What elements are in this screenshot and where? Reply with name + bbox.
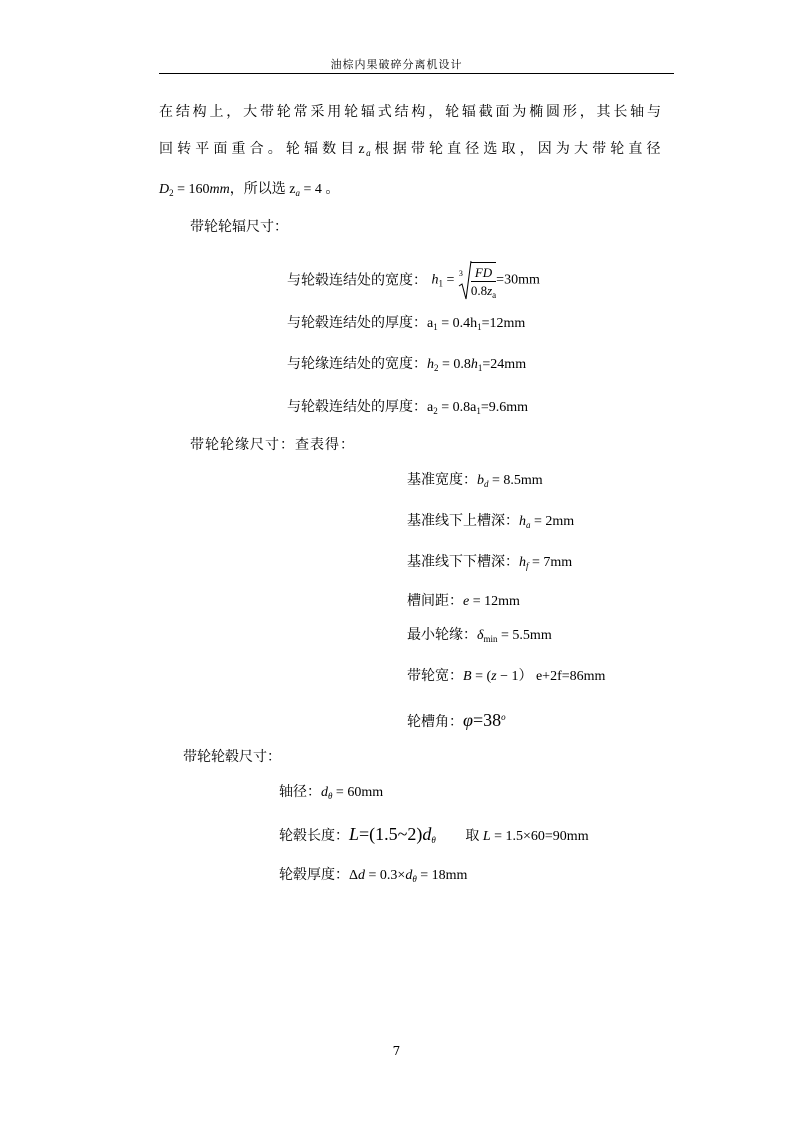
spoke-heading: 带轮轮辐尺寸： [190, 219, 288, 235]
rim-item-4: 槽间距：e = 12mm [407, 594, 520, 609]
hub-item-1: 轴径：$d_\theta = 60mm$ [279, 785, 384, 801]
spoke-width-result: =30mm [496, 272, 540, 288]
spoke-count-formula: $z_a = 4$ [285, 182, 326, 198]
intro-line-1: 在结构上，大带轮常采用轮辐式结构，轮辐截面为椭圆形，其长轴与 [159, 104, 662, 120]
rim-item-1: 基准宽度：$b_d = 8.5mm$ [407, 473, 543, 489]
hub-item-2: 轮毂长度：$L=(1.5\sim 2)d_\theta$ 取 L = 1.5×60=90mm [279, 824, 589, 845]
cube-root: 3 $\frac{FD}{0.8z_a}$ [458, 262, 496, 299]
rim-item-label: 带轮宽： [407, 669, 463, 684]
hub-item-label: 轮毂长度： [279, 829, 349, 844]
rim-item-label: 槽间距： [407, 594, 463, 609]
intro-line-3-text-c: 。 [325, 181, 340, 197]
rim-item-6: 带轮宽：B = (z − 1） e+2f=86mm [407, 669, 606, 684]
spoke-item-3: 与轮缘连结处的宽度：$h_2 = 0.8h_1=24mm$ [287, 357, 527, 373]
rim-item-2: 基准线下上槽深：$h_a = 2mm$ [407, 514, 575, 530]
rim-item-7: 轮槽角：$\varphi=38^o$ [407, 710, 506, 730]
spoke-item-4: 与轮毂连结处的厚度：$a_2 = 0.8a_1=9.6mm$ [287, 400, 529, 416]
spoke-item-label: 与轮毂连结处的厚度： [287, 400, 427, 415]
hub-heading: 带轮轮毂尺寸： [183, 749, 281, 765]
intro-line-3-text-b: ，所以选 [229, 181, 286, 197]
intro-line-2 [159, 138, 662, 158]
spoke-count-symbol: $z_a$ [358, 142, 373, 158]
rim-item-5: 最小轮缘：$\delta_{min} = 5.5mm$ [407, 628, 552, 644]
page-header: 油棕内果破碎分离机设计 [330, 58, 463, 71]
rim-heading: 带轮轮缘尺寸：查表得： [190, 437, 355, 453]
rim-item-label: 基准线下上槽深： [407, 514, 519, 529]
rim-item-label: 轮槽角： [407, 715, 463, 730]
hub-item-label: 轮毂厚度： [279, 868, 349, 883]
spoke-item-1 [287, 262, 540, 299]
spoke-item-label: 与轮毂连结处的宽度： [287, 272, 427, 289]
spoke-width-formula: $h_1$ = 3 $\frac{FD}{0.8z_a}$ =30mm [431, 262, 539, 299]
intro-line-3 [159, 179, 339, 200]
rim-item-label: 基准宽度： [407, 473, 477, 488]
header-rule [159, 73, 674, 74]
diameter-formula: $D_2 = 160mm$ [159, 182, 230, 198]
spoke-item-label: 与轮缘连结处的宽度： [287, 357, 427, 372]
spoke-item-2: 与轮毂连结处的厚度：$a_1 = 0.4h_1=12mm$ [287, 316, 526, 332]
intro-line-2-text-a: 回转平面重合。轮辐数目 [159, 141, 359, 157]
spoke-item-label: 与轮毂连结处的厚度： [287, 316, 427, 331]
hub-item-3: 轮毂厚度：$\Delta d = 0.3\times d_\theta = 18mm$ [279, 868, 468, 884]
rim-item-3: 基准线下下槽深：$h_f = 7mm$ [407, 555, 573, 571]
page-number: 7 [392, 1044, 401, 1058]
rim-item-label: 基准线下下槽深： [407, 555, 519, 570]
intro-line-2-text-b: 根据带轮直径选取，因为大带轮直径 [372, 141, 663, 157]
rim-item-label: 最小轮缘： [407, 628, 477, 643]
hub-item-label: 轴径： [279, 785, 321, 800]
